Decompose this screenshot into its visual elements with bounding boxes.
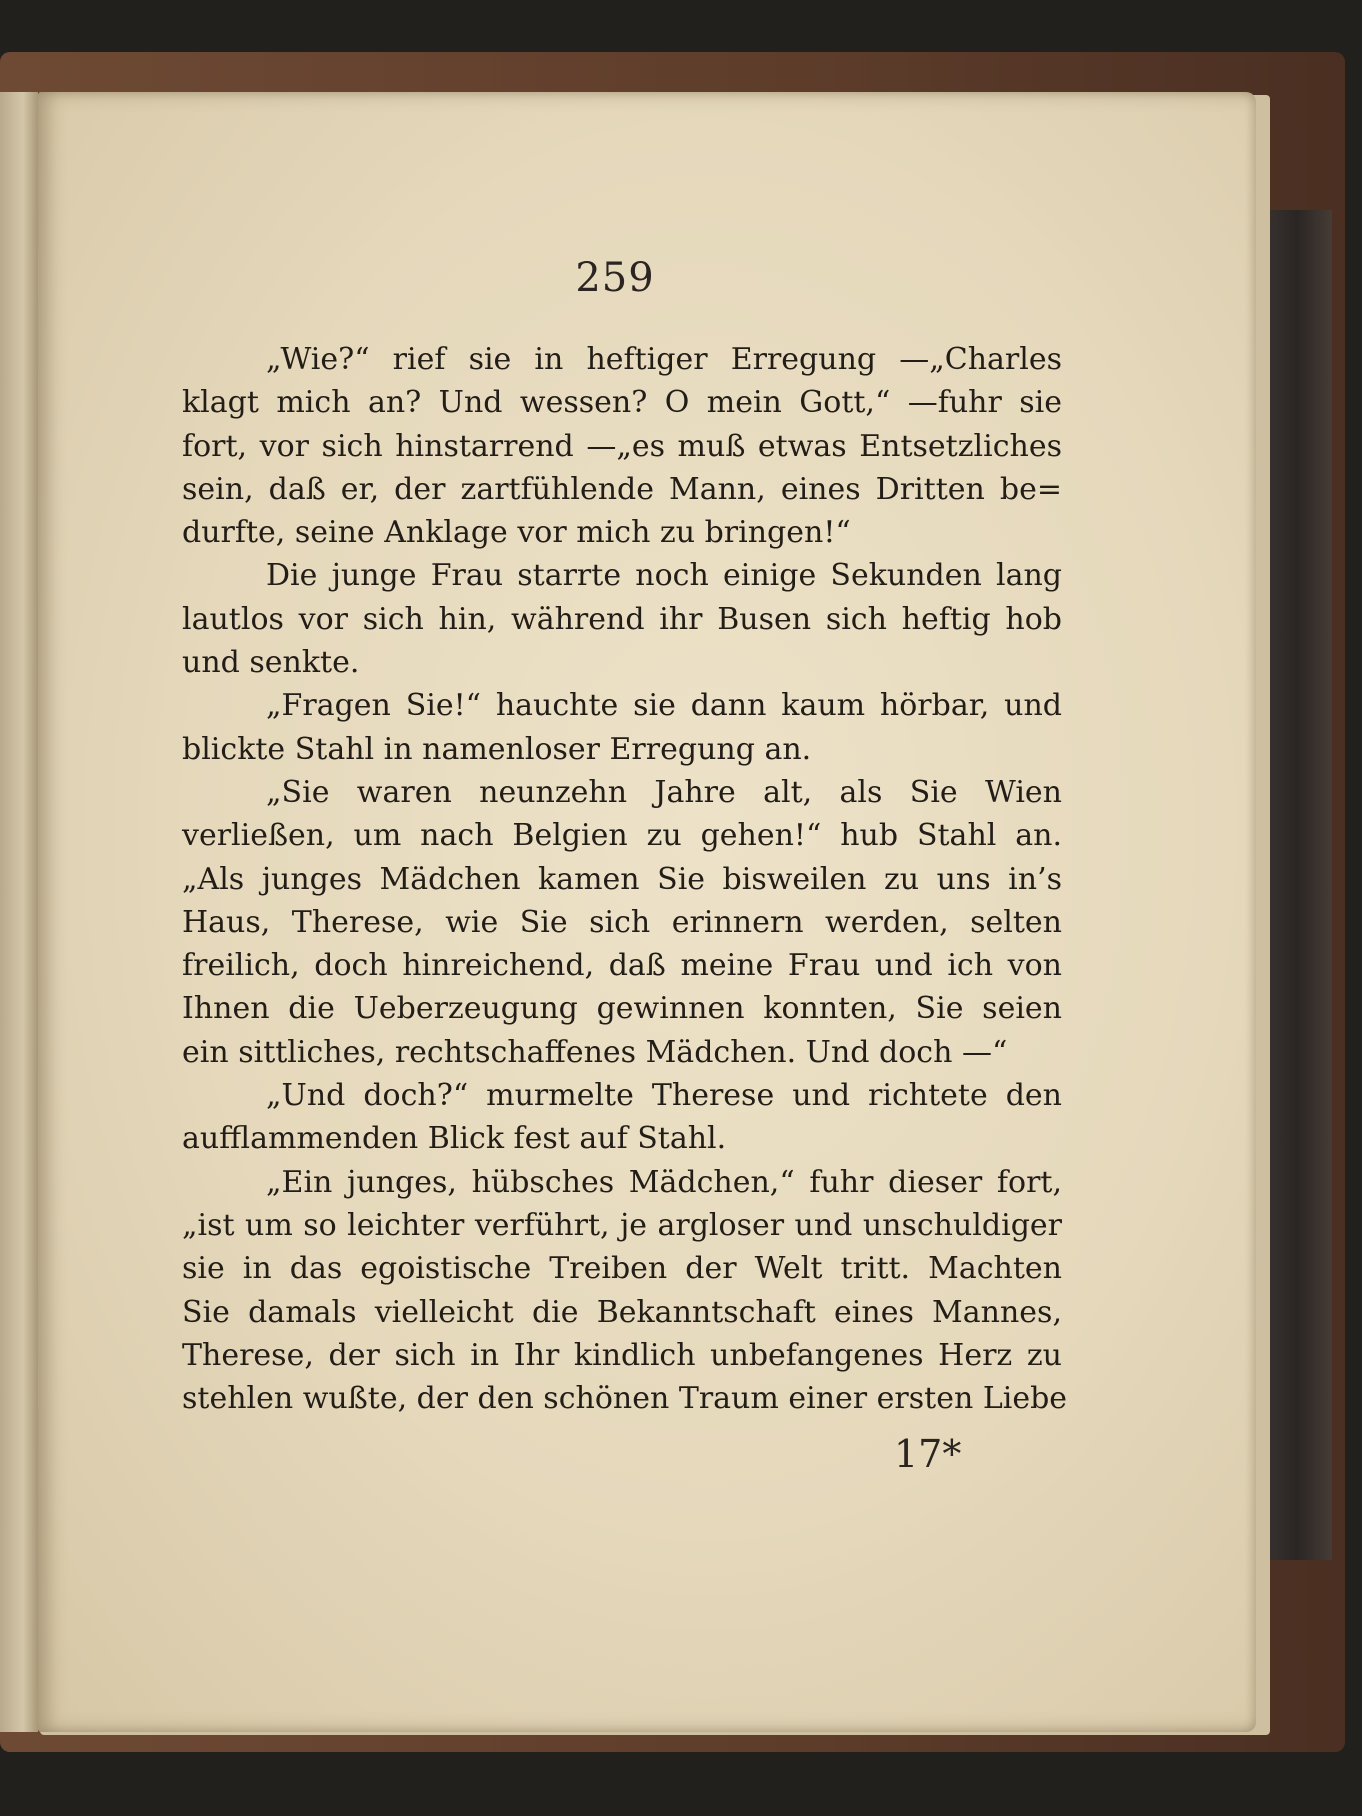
page-number: 259 xyxy=(575,255,655,301)
text-line: „Als junges Mädchen kamen Sie bisweilen zu uns in’s xyxy=(182,861,1062,897)
text-line: verließen, um nach Belgien zu gehen!“ hub Stahl an. xyxy=(182,818,1062,854)
body-text xyxy=(182,338,1068,1420)
text-line: Therese, der sich in Ihr kindlich unbefangenes Herz zu xyxy=(182,1337,1062,1373)
text-line: ein sittliches, rechtschaffenes Mädchen. Und doch —“ xyxy=(182,1034,1008,1070)
text-line: lautlos vor sich hin, während ihr Busen sich heftig hob xyxy=(182,601,1062,637)
text-line: durfte, seine Anklage vor mich zu bringen!“ xyxy=(182,515,851,551)
text-line: „Ein junges, hübsches Mädchen,“ fuhr dieser fort, xyxy=(266,1164,1062,1200)
text-line: „Und doch?“ murmelte Therese und richtete den xyxy=(266,1078,1062,1114)
text-line: Die junge Frau starrte noch einige Sekunden lang xyxy=(266,558,1062,594)
text-line: freilich, doch hinreichend, daß meine Frau und ich von xyxy=(182,948,1062,984)
text-line: aufflammenden Blick fest auf Stahl. xyxy=(182,1121,727,1157)
book-spine xyxy=(1262,210,1332,1560)
signature-mark: 17* xyxy=(894,1432,962,1476)
text-line: klagt mich an? Und wessen? O mein Gott,“ —fuhr sie xyxy=(182,385,1062,421)
text-line: fort, vor sich hinstarrend —„es muß etwas Entsetzliches xyxy=(182,428,1062,464)
text-line: Haus, Therese, wie Sie sich erinnern werden, selten xyxy=(182,904,1062,940)
left-page-edge xyxy=(0,92,38,1732)
text-line: blickte Stahl in namenloser Erregung an. xyxy=(182,731,812,767)
text-line: stehlen wußte, der den schönen Traum einer ersten Liebe xyxy=(182,1381,1068,1417)
text-line: sein, daß er, der zartfühlende Mann, eines Dritten be= xyxy=(182,471,1062,507)
text-line: „Fragen Sie!“ hauchte sie dann kaum hörbar, und xyxy=(266,688,1062,724)
text-line: und senkte. xyxy=(182,645,360,681)
text-line: sie in das egoistische Treiben der Welt tritt. Machten xyxy=(182,1251,1062,1287)
text-line: „ist um so leichter verführt, je argloser und unschuldiger xyxy=(182,1207,1062,1243)
text-line: Ihnen die Ueberzeugung gewinnen konnten, Sie seien xyxy=(182,991,1062,1027)
text-line: Sie damals vielleicht die Bekanntschaft eines Mannes, xyxy=(182,1294,1062,1330)
text-line: „Wie?“ rief sie in heftiger Erregung —„Charles xyxy=(266,342,1062,377)
text-line: „Sie waren neunzehn Jahre alt, als Sie Wien xyxy=(266,774,1062,810)
